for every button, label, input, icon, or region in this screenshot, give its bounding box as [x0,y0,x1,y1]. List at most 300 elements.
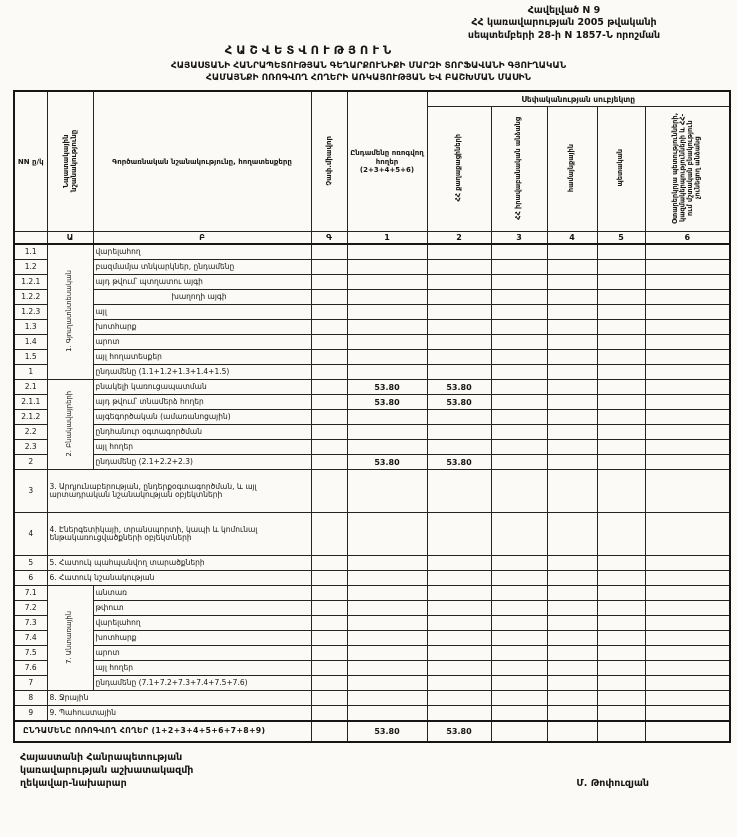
unit-cell [311,350,347,365]
value-cell [547,410,597,425]
value-cell [427,706,491,722]
row-label: թփուտ [93,601,311,616]
unit-cell [311,646,347,661]
table-row [14,646,730,661]
row-label: անտառ [93,586,311,601]
table-row [14,631,730,646]
value-cell [645,350,730,365]
unit-cell [311,275,347,290]
row-label: ընդհանուր օգտագործման [93,425,311,440]
value-cell [427,571,491,586]
value-cell [597,661,645,676]
unit-cell [311,395,347,410]
col-header-ownership-group: Սեփականության սուբյեկտը [427,91,730,107]
row-label: խոտհարք [93,320,311,335]
row-number: 2.3 [14,440,47,455]
value-cell [491,244,547,260]
column-index-cell: Ա [47,232,93,245]
value-cell [645,676,730,691]
table-row [14,586,730,601]
decree-line-2: սեպտեմբերի 28-ի N 1857-Ն որոշման [467,29,661,41]
col-header-total: Ընդամենը ոռոգվող հողեր (2+3+4+5+6) [347,91,427,232]
value-cell [491,320,547,335]
col-header-functional: Գործառնական նշանակությունը, հողատեսքերը [93,91,311,232]
value-cell [491,290,547,305]
column-index-cell [14,232,47,245]
value-cell [547,601,597,616]
value-cell [491,616,547,631]
row-number: 1.5 [14,350,47,365]
unit-cell [311,380,347,395]
unit-cell [311,365,347,380]
value-cell [491,601,547,616]
value-cell [491,410,547,425]
column-index-row [14,232,730,245]
value-cell: 53.80 [347,721,427,742]
value-cell [427,661,491,676]
value-cell [491,631,547,646]
row-number: 1.2.2 [14,290,47,305]
value-cell [645,661,730,676]
row-label: այգեգործական (ամառանոցային) [93,410,311,425]
value-cell [491,586,547,601]
col-header-purpose: Նպատակային նշանակությունը [47,91,93,232]
value-cell [597,556,645,571]
col-header-unit: Չափ.միավոր [311,91,347,232]
value-cell [547,571,597,586]
value-cell [427,556,491,571]
unit-cell [311,691,347,706]
value-cell [597,455,645,470]
value-cell [427,350,491,365]
table-row [14,601,730,616]
row-label: այլ հողեր [93,440,311,455]
value-cell: 53.80 [427,721,491,742]
value-cell [491,275,547,290]
column-index-cell: 2 [427,232,491,245]
unit-cell [311,290,347,305]
table-row [14,661,730,676]
column-index-cell: 1 [347,232,427,245]
row-number: 5 [14,556,47,571]
row-label: այլ հողատեսքեր [93,350,311,365]
signatory-line-1: Հայաստանի Հանրապետության [20,752,183,764]
row-label: ընդամենը (1.1+1.2+1.3+1.4+1.5) [93,365,311,380]
row-label: ընդամենը (7.1+7.2+7.3+7.4+7.5+7.6) [93,676,311,691]
value-cell [597,470,645,513]
table-row [14,380,730,395]
table-row [14,721,730,742]
value-cell [547,455,597,470]
value-cell [547,706,597,722]
value-cell [347,601,427,616]
row-label: բազմամյա տնկարկներ, ընդամենը [93,260,311,275]
value-cell [347,320,427,335]
row-number: 1.2 [14,260,47,275]
value-cell [427,616,491,631]
value-cell [547,513,597,556]
value-cell [347,661,427,676]
row-label: խոտհարք [93,631,311,646]
column-index-cell: 6 [645,232,730,245]
value-cell [547,691,597,706]
value-cell [597,646,645,661]
value-cell [547,556,597,571]
value-cell [597,275,645,290]
value-cell [597,380,645,395]
section-label [47,244,93,380]
value-cell [347,616,427,631]
value-cell [347,365,427,380]
value-cell [645,260,730,275]
row-number: 7.4 [14,631,47,646]
unit-cell [311,513,347,556]
column-index-cell: 4 [547,232,597,245]
value-cell [491,556,547,571]
value-cell [645,305,730,320]
value-cell [645,244,730,260]
row-number: 2.1.2 [14,410,47,425]
table-row [14,571,730,586]
value-cell [597,320,645,335]
row-label: արոտ [93,335,311,350]
value-cell [645,395,730,410]
value-cell [491,706,547,722]
value-cell [597,706,645,722]
row-number: 2.1 [14,380,47,395]
value-cell: 53.80 [347,395,427,410]
grand-total-label: ԸՆԴԱՄԵՆԸ ՈՌՈԳՎՈՂ ՀՈՂԵՐ (1+2+3+4+5+6+7+8+9) [14,721,311,742]
value-cell [427,631,491,646]
value-cell [427,646,491,661]
value-cell: 53.80 [427,380,491,395]
value-cell [597,691,645,706]
value-cell [547,320,597,335]
row-number: 4 [14,513,47,556]
column-index-cell: Գ [311,232,347,245]
value-cell [427,586,491,601]
value-cell [491,470,547,513]
row-number: 1.2.1 [14,275,47,290]
row-number: 7.3 [14,616,47,631]
row-label: այլ [93,305,311,320]
signature-name: Մ. Թոփուզյան [576,777,649,789]
signatory-title [20,752,193,790]
value-cell [547,631,597,646]
table-row [14,706,730,722]
value-cell [547,395,597,410]
table-row [14,425,730,440]
value-cell [491,380,547,395]
row-label: 9. Պահուստային [47,706,311,722]
value-cell [597,260,645,275]
page-title: ՀԱՇՎԵՏՎՈՒԹՅՈՒՆ [224,43,396,58]
section-label [47,380,93,470]
value-cell [347,260,427,275]
signatory-line-2: կառավարության աշխատակազմի [20,765,194,777]
value-cell [491,661,547,676]
table-row [14,556,730,571]
value-cell [347,350,427,365]
unit-cell [311,586,347,601]
value-cell [645,691,730,706]
table-row [14,470,730,513]
value-cell [347,244,427,260]
row-number: 9 [14,706,47,722]
value-cell [597,601,645,616]
value-cell [645,275,730,290]
value-cell [597,395,645,410]
value-cell [347,676,427,691]
value-cell [547,365,597,380]
column-index-cell: Բ [93,232,311,245]
unit-cell [311,616,347,631]
value-cell [547,721,597,742]
table-row [14,440,730,455]
value-cell [645,410,730,425]
row-number: 1.1 [14,244,47,260]
unit-cell [311,305,347,320]
row-label: 8. Ջրային [47,691,311,706]
value-cell [427,335,491,350]
value-cell [645,470,730,513]
value-cell [347,275,427,290]
unit-cell [311,425,347,440]
value-cell [427,290,491,305]
table-row [14,260,730,275]
section-label-text: 2. Բնակավայրերի [65,390,74,457]
value-cell [645,586,730,601]
unit-cell [311,260,347,275]
value-cell [491,646,547,661]
value-cell [491,440,547,455]
value-cell [547,260,597,275]
value-cell [347,410,427,425]
value-cell [347,425,427,440]
value-cell [645,706,730,722]
value-cell [347,646,427,661]
row-label: խաղողի այգի [93,290,311,305]
row-label: այդ թվում՝ պտղատու այգի [93,275,311,290]
value-cell: 53.80 [427,455,491,470]
value-cell [645,721,730,742]
value-cell [597,410,645,425]
col-header-owner-state: պետական [597,107,645,232]
value-cell [347,631,427,646]
report-table [13,90,731,743]
value-cell [547,646,597,661]
value-cell [347,290,427,305]
value-cell [645,616,730,631]
value-cell [645,646,730,661]
value-cell [547,661,597,676]
table-row [14,275,730,290]
table-row [14,513,730,556]
decree-line-1: ՀՀ կառավարության 2005 թվականի [471,17,657,29]
row-label: 5. Հատուկ պահպանվող տարածքների [47,556,311,571]
appendix-note [399,5,729,42]
section-label-text: 1. Գյուղատնտեսական [65,270,74,352]
row-number: 7.2 [14,601,47,616]
column-index-cell: 3 [491,232,547,245]
value-cell [347,470,427,513]
value-cell [597,335,645,350]
value-cell [597,305,645,320]
value-cell [597,290,645,305]
value-cell [547,425,597,440]
value-cell [645,571,730,586]
value-cell [427,410,491,425]
col-header-owner-citizens: ՀՀ քաղաքացիների [427,107,491,232]
value-cell [491,395,547,410]
value-cell [645,290,730,305]
table-row [14,290,730,305]
value-cell [597,425,645,440]
value-cell [597,350,645,365]
unit-cell [311,721,347,742]
value-cell [645,556,730,571]
table-row [14,244,730,260]
table-row [14,455,730,470]
table-row [14,691,730,706]
value-cell [645,513,730,556]
value-cell [491,425,547,440]
value-cell [427,691,491,706]
table-row [14,616,730,631]
table-row [14,365,730,380]
value-cell [427,260,491,275]
row-label: այլ հողեր [93,661,311,676]
row-label: բնակելի կառուցապատման [93,380,311,395]
row-label: 3. Արդյունաբերության, ընդերքօգտագործման, և այլ արտադրական նշանակության օբյեկտների [47,470,311,513]
table-row [14,320,730,335]
value-cell [597,571,645,586]
value-cell [491,691,547,706]
value-cell [547,616,597,631]
unit-cell [311,455,347,470]
value-cell [427,425,491,440]
section-label-text: 7. Անտառային [65,610,74,664]
value-cell [597,365,645,380]
value-cell [547,350,597,365]
unit-cell [311,470,347,513]
value-cell [491,571,547,586]
value-cell [645,631,730,646]
value-cell [645,335,730,350]
col-header-nn: NN ը/կ [14,91,47,232]
row-number: 6 [14,571,47,586]
value-cell [597,513,645,556]
unit-cell [311,440,347,455]
row-label: ընդամենը (2.1+2.2+2.3) [93,455,311,470]
column-index-cell: 5 [597,232,645,245]
value-cell [645,440,730,455]
table-row [14,335,730,350]
value-cell [547,676,597,691]
value-cell [491,676,547,691]
value-cell [347,335,427,350]
value-cell [491,455,547,470]
value-cell [547,275,597,290]
page-subtitle [0,60,737,84]
value-cell [547,244,597,260]
table-row [14,305,730,320]
unit-cell [311,631,347,646]
unit-cell [311,676,347,691]
value-cell [347,305,427,320]
value-cell [645,320,730,335]
row-number: 7.6 [14,661,47,676]
value-cell [547,335,597,350]
row-number: 1.3 [14,320,47,335]
unit-cell [311,706,347,722]
value-cell [491,260,547,275]
row-number: 1 [14,365,47,380]
value-cell [547,305,597,320]
row-label: վարելահող [93,616,311,631]
value-cell [597,616,645,631]
row-number: 7.1 [14,586,47,601]
value-cell [547,290,597,305]
value-cell [427,275,491,290]
value-cell [427,470,491,513]
value-cell [645,455,730,470]
col-header-owner-community: համայնքային [547,107,597,232]
col-header-owner-foreign: Օտարերկրյա պետությունների, կազմակերպությունների և ՀՀ-ում մշտական բնակություն չունեցող անձանց [645,107,730,232]
value-cell: 53.80 [427,395,491,410]
value-cell [597,586,645,601]
header-row-1 [14,91,730,107]
value-cell [491,335,547,350]
row-number: 7.5 [14,646,47,661]
row-number: 7 [14,676,47,691]
value-cell [597,721,645,742]
unit-cell [311,571,347,586]
value-cell [427,440,491,455]
unit-cell [311,601,347,616]
value-cell [427,676,491,691]
value-cell [347,513,427,556]
value-cell [645,425,730,440]
col-header-owner-legal-entities: ՀՀ իրավաբանական անձանց [491,107,547,232]
unit-cell [311,244,347,260]
row-number: 1.4 [14,335,47,350]
table-row [14,410,730,425]
unit-cell [311,320,347,335]
row-label: 6. Հատուկ նշանակության [47,571,311,586]
unit-cell [311,335,347,350]
value-cell [347,691,427,706]
unit-cell [311,410,347,425]
table-row [14,350,730,365]
value-cell [427,244,491,260]
value-cell [547,380,597,395]
value-cell [427,513,491,556]
value-cell [347,706,427,722]
row-label: այդ թվում՝ տնամերձ հողեր [93,395,311,410]
table-row [14,676,730,691]
row-label: 4. Էներգետիկայի, տրանսպորտի, կապի և կոմունալ ենթակառուցվածքների օբյեկտների [47,513,311,556]
value-cell [547,470,597,513]
unit-cell [311,556,347,571]
row-number: 8 [14,691,47,706]
value-cell [347,571,427,586]
row-number: 1.2.3 [14,305,47,320]
value-cell [491,350,547,365]
value-cell: 53.80 [347,380,427,395]
value-cell [645,365,730,380]
unit-cell [311,661,347,676]
